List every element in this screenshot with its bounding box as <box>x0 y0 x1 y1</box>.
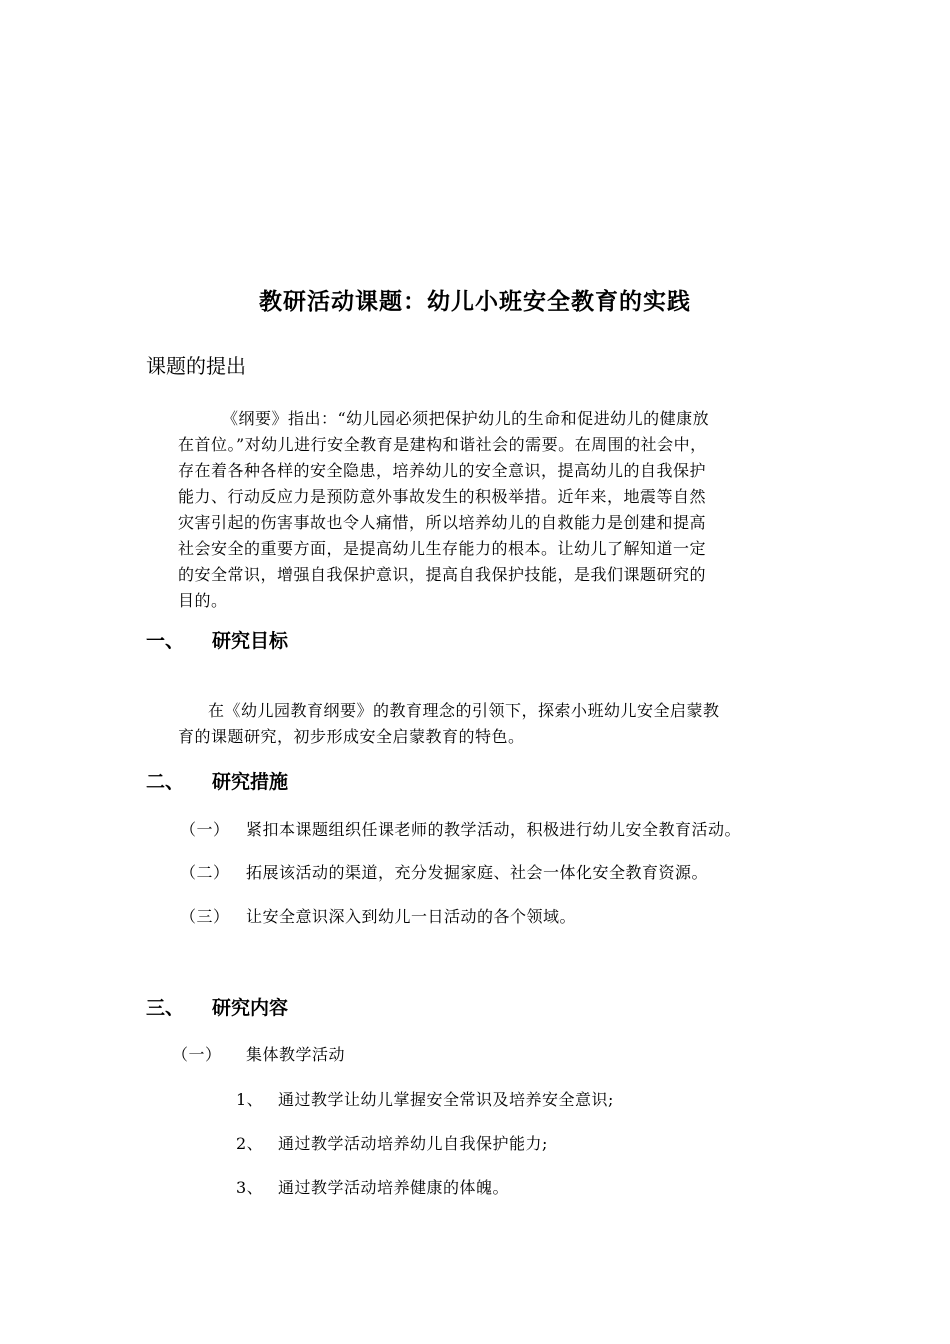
list-marker: （二） <box>180 863 230 882</box>
intro-line: 目的。 <box>178 591 228 610</box>
list-item <box>180 861 708 885</box>
intro-line: 存在着各种各样的安全隐患，培养幼儿的安全意识，提高幼儿的自我保护 <box>178 461 707 480</box>
list-item <box>180 818 741 842</box>
list-text: 拓展该活动的渠道，充分发掘家庭、社会一体化安全教育资源。 <box>246 863 709 882</box>
list-marker: 3、 <box>236 1178 264 1197</box>
sub-item <box>172 1043 345 1067</box>
list-text: 集体教学活动 <box>246 1045 346 1064</box>
section-title: 研究内容 <box>212 997 289 1019</box>
intro-line: 的安全常识，增强自我保护意识，提高自我保护技能，是我们课题研究的 <box>178 565 707 584</box>
section-number: 二、 <box>146 771 185 793</box>
goals-paragraph <box>178 698 818 750</box>
section-heading-goals <box>146 627 288 655</box>
list-text: 让安全意识深入到幼儿一日活动的各个领域。 <box>246 907 577 926</box>
list-item <box>180 905 576 929</box>
numbered-item <box>236 1176 509 1200</box>
section-heading-measures <box>146 768 288 796</box>
intro-heading: 课题的提出 <box>146 354 246 378</box>
section-title: 研究措施 <box>212 771 289 793</box>
intro-line: 在首位。”对幼儿进行安全教育是建构和谐社会的需要。在周围的社会中， <box>178 435 707 454</box>
list-marker: 2、 <box>236 1134 264 1153</box>
section-number: 一、 <box>146 630 185 652</box>
list-text: 通过教学活动培养健康的体魄。 <box>278 1178 510 1197</box>
goals-line: 在《幼儿园教育纲要》的教育理念的引领下，探索小班幼儿安全启蒙教 <box>208 701 720 720</box>
section-number: 三、 <box>146 997 185 1019</box>
numbered-item <box>236 1132 548 1156</box>
intro-paragraph <box>178 406 818 614</box>
intro-line: 能力、行动反应力是预防意外事故发生的积极举措。近年来，地震等自然 <box>178 487 707 506</box>
section-title: 研究目标 <box>212 630 289 652</box>
list-text: 通过教学让幼儿掌握安全常识及培养安全意识; <box>278 1090 614 1109</box>
list-marker: （一） <box>180 820 230 839</box>
intro-line: 社会安全的重要方面，是提高幼儿生存能力的根本。让幼儿了解知道一定 <box>178 539 707 558</box>
numbered-item <box>236 1088 614 1112</box>
section-heading-content <box>146 994 288 1022</box>
goals-line: 育的课题研究，初步形成安全启蒙教育的特色。 <box>178 727 525 746</box>
list-marker: （三） <box>180 907 230 926</box>
document-title: 教研活动课题：幼儿小班安全教育的实践 <box>259 289 691 315</box>
list-marker: 1、 <box>236 1090 264 1109</box>
list-text: 通过教学活动培养幼儿自我保护能力; <box>278 1134 548 1153</box>
list-text: 紧扣本课题组织任课老师的教学活动，积极进行幼儿安全教育活动。 <box>246 820 742 839</box>
list-marker: （一） <box>172 1045 222 1064</box>
intro-line: 灾害引起的伤害事故也令人痛惜，所以培养幼儿的自救能力是创建和提高 <box>178 513 707 532</box>
intro-line: 《纲要》指出：“幼儿园必须把保护幼儿的生命和促进幼儿的健康放 <box>222 409 710 428</box>
